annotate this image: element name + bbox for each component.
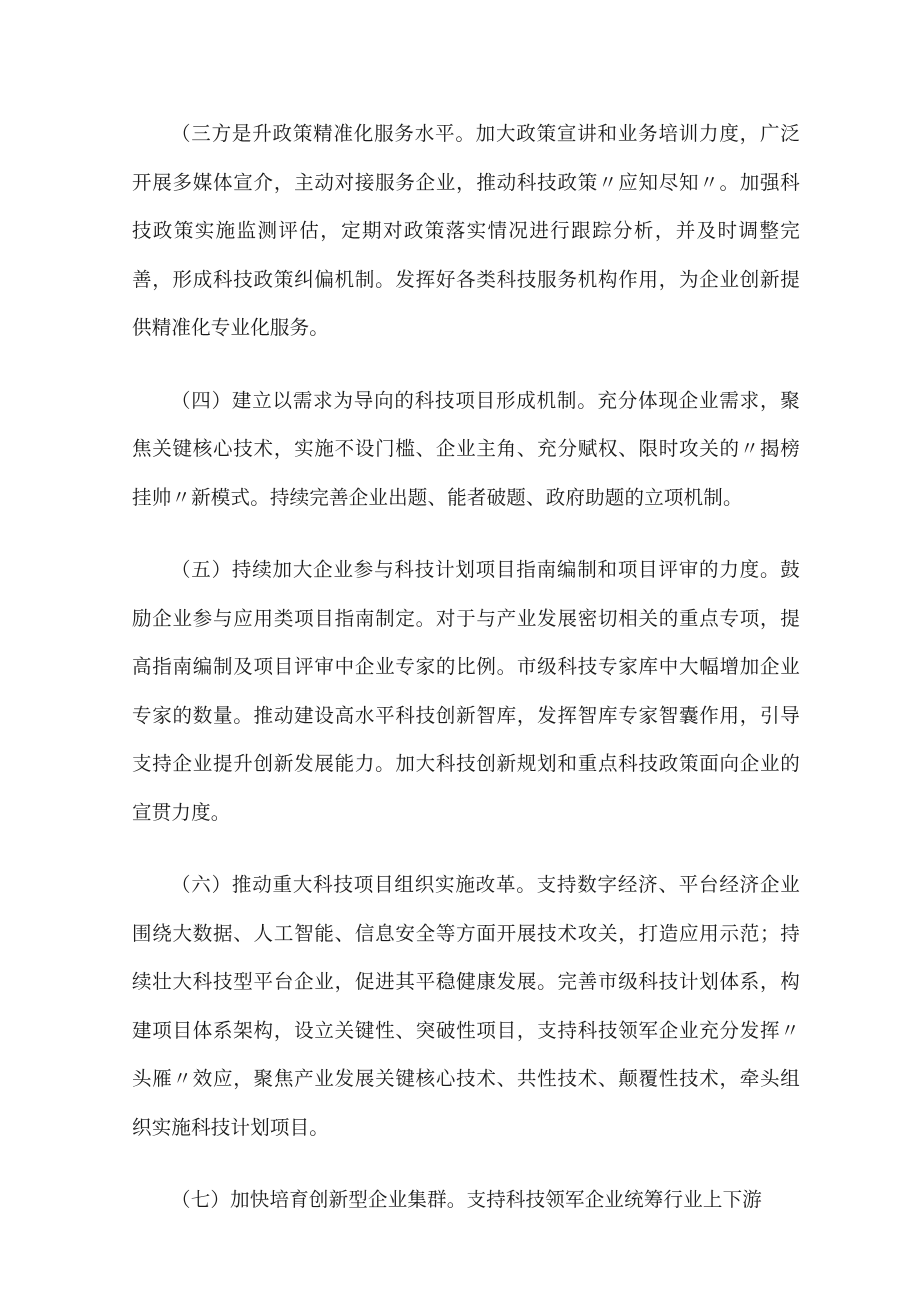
document-body — [132, 110, 800, 1225]
paragraph-6: （六）推动重大科技项目组织实施改革。支持数字经济、平台经济企业围绕大数据、人工智能、信息安全等方面开展技术攻关，打造应用示范；持续壮大科技型平台企业，促进其平稳健康发展。完善市级科技计划体系，构建项目体系架构，设立关键性、突破性项目，支持科技领军企业充分发挥〃头雁〃效应，聚焦产业发展关键核心技术、共性技术、颠覆性技术，牵头组织实施科技计划项目。 — [132, 873, 800, 1139]
paragraph-5: （五）持续加大企业参与科技计划项目指南编制和项目评审的力度。鼓励企业参与应用类项目指南制定。对于与产业发展密切相关的重点专项，提高指南编制及项目评审中企业专家的比例。市级科技专家库中大幅增加企业专家的数量。推动建设高水平科技创新智库，发挥智库专家智囊作用，引导支持企业提升创新发展能力。加大科技创新规划和重点科技政策面向企业的宣贯力度。 — [132, 558, 800, 824]
paragraph-7: （七）加快培育创新型企业集群。支持科技领军企业统筹行业上下游 — [171, 1188, 763, 1211]
paragraph-3: （三方是升政策精准化服务水平。加大政策宣讲和业务培训力度，广泛开展多媒体宣介，主动对接服务企业，推动科技政策〃应知尽知〃。加强科技政策实施监测评估，定期对政策落实情况进行跟踪分析，并及时调整完善，形成科技政策纠偏机制。发挥好各类科技服务机构作用，为企业创新提供精准化专业化服务。 — [132, 122, 800, 339]
paragraph-4: （四）建立以需求为导向的科技项目形成机制。充分体现企业需求，聚焦关键核心技术，实施不设门槛、企业主角、充分赋权、限时攻关的〃揭榜挂帅〃新模式。持续完善企业出题、能者破题、政府助题的立项机制。 — [132, 388, 800, 509]
